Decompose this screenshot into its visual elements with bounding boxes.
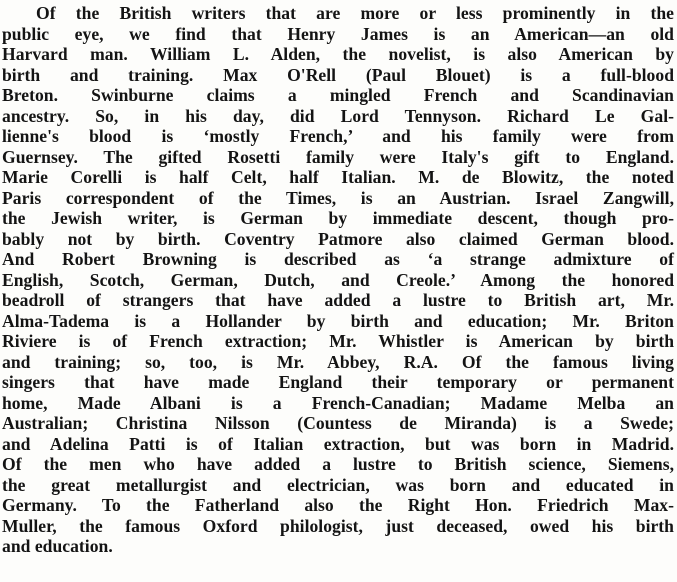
text-line: And Robert Browning is described as ‘a strange admixture of xyxy=(2,249,674,269)
text-line: Riviere is of French extraction; Mr. Whistler is American by birth xyxy=(2,331,674,351)
text-line: and education. xyxy=(2,536,113,556)
text-line: Muller, the famous Oxford philologist, just deceased, owed his birth xyxy=(2,515,674,536)
text-line: ancestry. So, in his day, did Lord Tennyson. Richard Le Gal- xyxy=(2,105,674,126)
text-line: bably not by birth. Coventry Patmore also claimed German blood. xyxy=(2,228,674,249)
text-line: lienne's blood is ‘mostly French,’ and his family were from xyxy=(2,126,674,146)
text-line: home, Made Albani is a French-Canadian; Madame Melba an xyxy=(2,392,674,413)
text-line: Of the men who have added a lustre to British science, Siemens, xyxy=(2,454,674,474)
text-line: Of the British writers that are more or less prominently in the xyxy=(36,3,674,23)
text-line: beadroll of strangers that have added a lustre to British art, Mr. xyxy=(2,290,674,310)
text-line: and training; so, too, is Mr. Abbey, R.A. Of the famous living xyxy=(2,351,674,372)
text-line: the Jewish writer, is German by immediate descent, though pro- xyxy=(2,208,674,228)
text-line: English, Scotch, German, Dutch, and Creole.’ Among the honored xyxy=(2,269,674,290)
text-line: Guernsey. The gifted Rosetti family were Italy's gift to England. xyxy=(2,146,674,167)
text-line: singers that have made England their temporary or permanent xyxy=(2,372,674,392)
text-line: birth and training. Max O'Rell (Paul Blouet) is a full-blood xyxy=(2,64,674,85)
text-line: Germany. To the Fatherland also the Right Hon. Friedrich Max- xyxy=(2,495,674,515)
text-line: Australian; Christina Nilsson (Countess de Miranda) is a Swede; xyxy=(2,413,674,433)
article-paragraph xyxy=(2,3,674,557)
text-line: Alma-Tadema is a Hollander by birth and education; Mr. Briton xyxy=(2,310,674,331)
text-line: Harvard man. William L. Alden, the novelist, is also American by xyxy=(2,44,674,64)
text-line: and Adelina Patti is of Italian extraction, but was born in Madrid. xyxy=(2,433,674,454)
text-line: public eye, we find that Henry James is an American—an old xyxy=(2,23,674,44)
text-line: the great metallurgist and electrician, was born and educated in xyxy=(2,474,674,495)
text-line: Breton. Swinburne claims a mingled French and Scandinavian xyxy=(2,85,674,105)
text-line: Marie Corelli is half Celt, half Italian. M. de Blowitz, the noted xyxy=(2,167,674,187)
text-line: Paris correspondent of the Times, is an Austrian. Israel Zangwill, xyxy=(2,187,674,208)
